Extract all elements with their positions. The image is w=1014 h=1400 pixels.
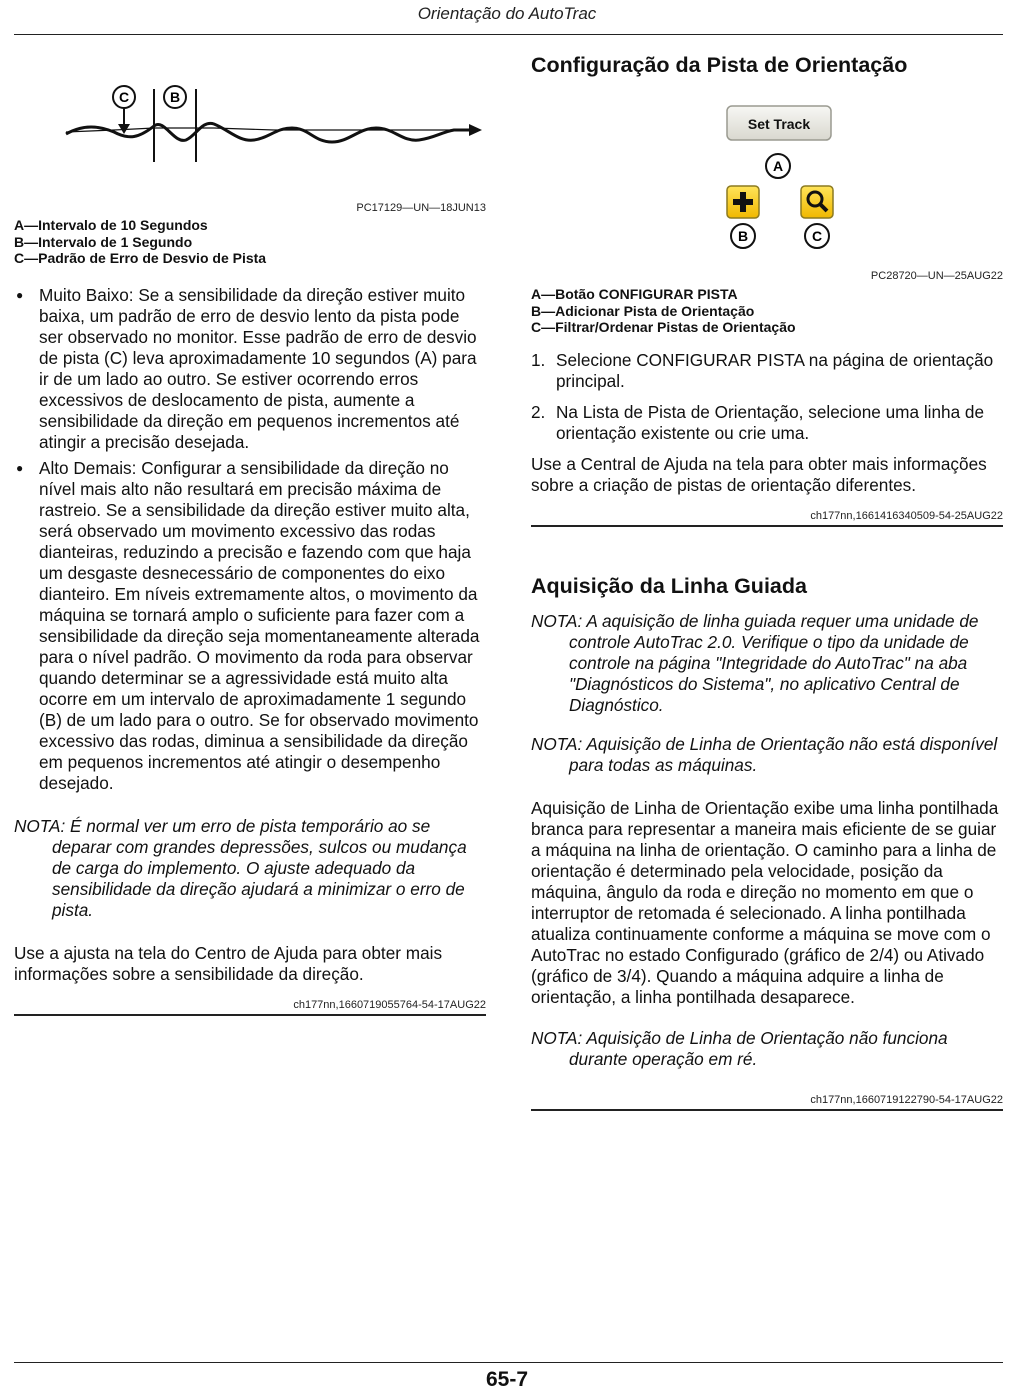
reference-id: ch177nn,1660719122790-54-17AUG22 <box>531 1094 1003 1111</box>
paragraph: Aquisição de Linha de Orientação exibe uma linha pontilhada branca para representar a maneira mais eficiente de se guiar a máquina na linha de orientação. O caminho para a linha de orientação é determinado pela velocidade, posição da máquina, ângulo da roda e direção no momento em que o interruptor de retomada é selecionado. A linha pontilhada atualiza continuamente conforme a máquina se move com o AutoTrac no estado Configurado (gráfico de 2/4) ou Ativado (gráfico de 3/4). Quando a máquina adquire a linha de orientação, a linha pontilhada desaparece. <box>531 797 999 1007</box>
callout-b-label: B <box>169 89 181 105</box>
callout-c-label: C <box>811 228 823 244</box>
callout-c-label: C <box>118 89 130 105</box>
step-text: Selecione CONFIGURAR PISTA na página de orientação principal. <box>556 349 994 391</box>
list-item: ● Alto Demais: Configurar a sensibilidade da direção no nível mais alto não resultará em precisão máxima de rastreio. Se a sensibilidade da direção estiver muito alta, será observado um movimento excessivo das rodas dianteiras, reduzindo a precisão e fazendo com que haja um desgaste desnecessário de componentes do eixo dianteiro. Em níveis extremamente altos, o movimento da máquina se tornará amplo o suficiente para fazer com a sensibilidade da direção seja momentaneamente alterada para o nível padrão. O movimento da roda para observar quando determinar se a agressividade está muito alta ocorre em um intervalo de aproximadamente 1 segundo (B) de um lado para o outro. Se for observado movimento excessivo das rodas, diminua a sensibilidade da direção em pequenos incrementos até atingir o desempenho desejado. <box>14 458 486 794</box>
list-item <box>531 350 1003 392</box>
list-item <box>531 402 1003 444</box>
footer-divider <box>14 1362 1003 1363</box>
set-track-label: Set Track <box>747 116 811 132</box>
track-error-diagram <box>14 44 486 209</box>
note: NOTA: A aquisição de linha guiada requer uma unidade de controle AutoTrac 2.0. Verifique o tipo da unidade de controle na página "Integridade do AutoTrac" na aba "Diagnósticos do Sistema", no aplicativo Central de Diagnóstico. <box>531 610 979 715</box>
callout-a-label: A <box>772 158 784 174</box>
section-title: Aquisição da Linha Guiada <box>531 573 807 598</box>
note: NOTA: Aquisição de Linha de Orientação não funciona durante operação em ré. <box>531 1027 948 1069</box>
reference-id: ch177nn,1660719055764-54-17AUG22 <box>14 999 486 1016</box>
figure-id: PC28720—UN—25AUG22 <box>870 270 1003 282</box>
step-number: 2. <box>531 401 546 422</box>
figure-id: PC17129—UN—18JUN13 <box>356 202 486 214</box>
section-title: Configuração da Pista de Orientação <box>531 53 908 77</box>
right-column <box>531 44 1003 1111</box>
set-track-diagram <box>531 86 1003 296</box>
reference-id: ch177nn,1661416340509-54-25AUG22 <box>531 510 1003 527</box>
paragraph: Use a Central de Ajuda na tela para obter mais informações sobre a criação de pistas de orientação diferentes. <box>531 453 987 495</box>
track-error-figure <box>14 44 486 214</box>
page-number: 65-7 <box>485 1368 529 1391</box>
header-divider <box>14 34 1003 35</box>
set-track-figure <box>531 86 1003 310</box>
figure-legend <box>14 217 486 267</box>
left-column <box>14 44 486 1016</box>
paragraph: Use a ajusta na tela do Centro de Ajuda para obter mais informações sobre a sensibilidade da direção. <box>14 942 443 984</box>
legend-item: A—Botão CONFIGURAR PISTA <box>531 286 738 302</box>
legend-item: C—Padrão de Erro de Desvio de Pista <box>14 250 267 266</box>
note: NOTA: É normal ver um erro de pista temporário ao se deparar com grandes depressões, sulcos ou mudança de carga do implemento. O ajuste adequado da sensibilidade da direção ajudará a minimizar o erro de pista. <box>14 815 467 920</box>
legend-item: B—Adicionar Pista de Orientação <box>531 302 755 319</box>
step-text: Na Lista de Pista de Orientação, selecione uma linha de orientação existente ou crie uma. <box>556 401 985 443</box>
legend-item: C—Filtrar/Ordenar Pistas de Orientação <box>531 319 796 335</box>
legend-item: B—Intervalo de 1 Segundo <box>14 233 193 250</box>
list-item: ● Muito Baixo: Se a sensibilidade da direção estiver muito baixa, um padrão de erro de desvio lento da pista pode ser observado no monitor. Esse padrão de erro de desvio de pista (C) leva aproximadamente 10 segundos (A) para ir de um lado ao outro. Se estiver ocorrendo erros excessivos de deslocamento de pista, aumente a sensibilidade da direção em pequenos incrementos até atingir a precisão desejada. <box>14 285 486 453</box>
callout-b-label: B <box>737 228 749 244</box>
steps-list <box>531 350 1003 444</box>
page-header: Orientação do AutoTrac <box>417 4 597 23</box>
note: NOTA: Aquisição de Linha de Orientação não está disponível para todas as máquinas. <box>531 733 998 775</box>
legend-item: A—Intervalo de 10 Segundos <box>14 217 208 233</box>
sensitivity-list <box>14 285 486 794</box>
step-number: 1. <box>531 349 546 370</box>
